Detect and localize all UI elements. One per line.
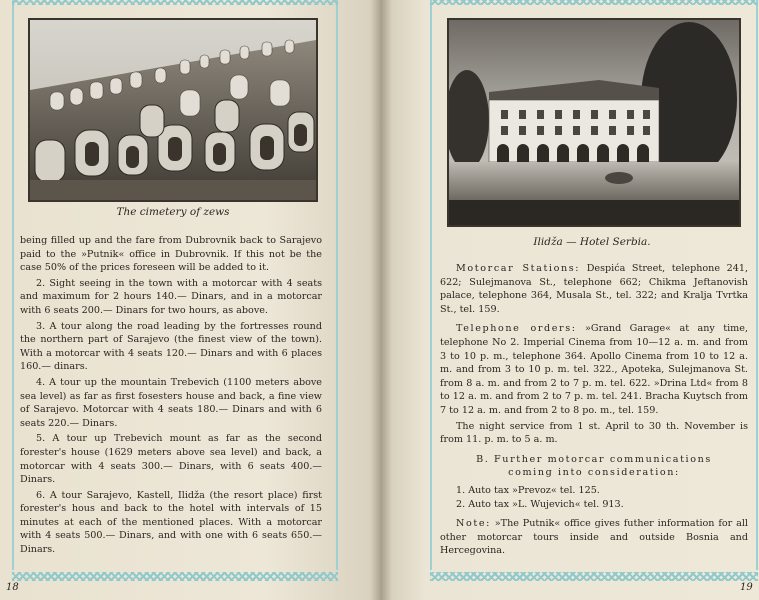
auto-tax-list [440,484,748,511]
paragraph: being filled up and the fare from Dubrovnik back to Sarajevo paid to the »Putnik« office in Dubrovnik. If this not be the case 50% of the prices foreseen will be added to it. [20,235,322,274]
paragraph: 3. A tour along the road leading by the fortresses round the northern part of Sarajevo (the finest view of the town). With a motorcar with 4 seats 120.— Dinars and with 6 places 160.— dinars. [20,320,322,373]
list-item: 2. Auto tax »L. Wujevich« tel. 913. [456,498,624,510]
orders-text: »Grand Garage« at any time, telephone No 2. Imperial Cinema from 10—12 a. m. and from 3 to 10 p. m., telephone 364. Apollo Cinema from 10 to 12 a. m. and from 3 to 10 p. m. tel. 322., Apoteka, Sulejmanova St. from 8 a. m. and from 2 to 7 p. m. tel. 622. »Drina Ltd« from 8 to 12 a. m. and from 2 to 7 p. m. tel. 241. Bracha Kuytsch from 7 to 12 a. m. and from 2 to 8 po. m., tel. 159. [440,323,749,416]
paragraph: 6. A tour Sarajevo, Kastell, Ilidža (the resort place) first forester's hous and back to the hotel with intervals of 15 minutes at each of the mentioned places. With a motorcar with 4 seats 500.— Dinars, and with one with 6 seats 650.— Dinars. [20,489,322,556]
cemetery-photo-caption: The cimetery of zews [116,206,230,218]
right-top-ornament [430,0,758,5]
left-bottom-ornament [12,572,338,581]
paragraph: 4. A tour up the mountain Trebevich (1100 meters above sea level) as far as first fosesters house and back, a fine view of Sarajevo. Motorcar with 4 seats 180.— Dinars and with 6 seats 220.— Dinars. [20,376,322,429]
stations-text: Despića Street, telephone 241, 622; Sulejmanova St., telephone 662; Chikma Jeftanovish palace, telephone 364, Musala St., tel. 322; and Kralja Tvrtka St., tel. 159. [440,263,748,315]
cemetery-photo [28,18,318,202]
paragraph: 2. Sight seeing in the town with a motorcar with 4 seats and maximum for 2 hours 140.— Dinars, and in a motorcar with 6 seats 200.— Dinars for two hours, as above. [20,277,322,316]
left-page-text [20,234,322,559]
note-text: »The Putnik« office gives futher information for all other motorcar tours inside and outside Bosnia and Hercegovina. [440,518,748,557]
section-b-line2: coming into consideration: [508,467,680,479]
right-bottom-ornament [430,572,758,581]
section-b-heading [440,453,748,480]
book-gutter [370,0,392,600]
left-top-ornament [12,0,338,5]
right-page-text [440,262,748,560]
hotel-photo [447,18,741,227]
note-paragraph [440,517,748,558]
night-service-paragraph: The night service from 1 st. April to 30 th. November is from 11. p. m. to 5 a. m. [440,420,748,446]
page-number-left: 18 [6,582,19,593]
orders-paragraph [440,322,748,417]
stations-paragraph [440,262,748,316]
right-page [380,0,759,600]
list-item: 1. Auto tax »Prevoz« tel. 125. [456,484,600,496]
paragraph: 5. A tour up Trebevich mount as far as the second forester's house (1629 meters above sea level) and back, a motorcar with 4 seats 300.— Dinars, with 6 seats 400.— Dinars. [20,433,322,486]
orders-label: Telephone orders: [456,323,577,335]
page-number-right: 19 [740,582,753,593]
stations-label: Motorcar Stations: [456,263,581,274]
hotel-photo-caption: Ilidža — Hotel Serbia. [533,236,651,248]
note-label: Note: [456,518,491,530]
section-b-line1: B. Further motorcar communications [476,453,712,465]
